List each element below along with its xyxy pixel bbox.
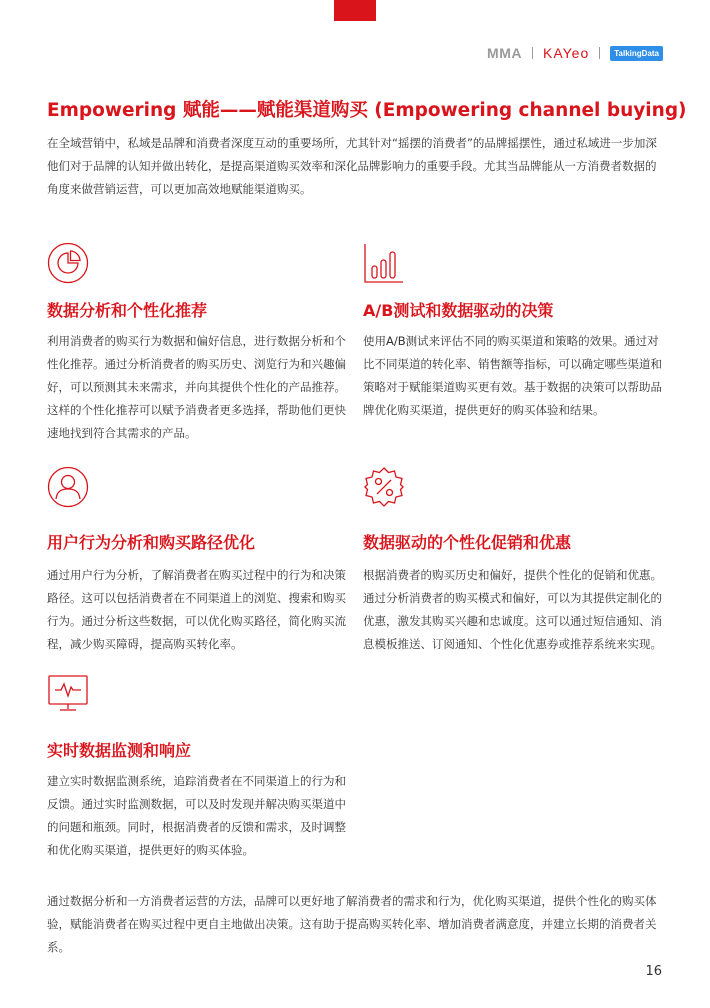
monitor-pulse-icon [47,672,89,714]
section-body-monitoring: 建立实时数据监测系统，追踪消费者在不同渠道上的行为和反馈。通过实时监测数据，可以及时发现并解决购买渠道中的问题和瓶颈。同时，根据消费者的反馈和需求，及时调整和优化购买渠道，提供更好的购买体验。 [47,774,346,857]
section-body-data-analysis: 利用消费者的购买行为数据和偏好信息，进行数据分析和个性化推荐。通过分析消费者的购买历史、浏览行为和兴趣偏好，可以预测其未来需求，并向其提供个性化的产品推荐。这样的个性化推荐可以赋予消费者更多选择，帮助他们更快速地找到符合其需求的产品。 [47,334,346,440]
logo-divider [599,47,600,59]
section-body-user-behavior: 通过用户行为分析，了解消费者在购买过程中的行为和决策路径。这可以包括消费者在不同渠道上的浏览、搜索和购买行为。通过分析这些数据，可以优化购买路径，简化购买流程，减少购买障碍，提高购买转化率。 [47,568,346,651]
pie-chart-icon [47,242,89,284]
section-title-monitoring: 实时数据监测和响应 [47,741,192,760]
mma-logo: MMA [487,45,522,61]
intro-paragraph: 在全域营销中，私域是品牌和消费者深度互动的重要场所，尤其针对“摇摆的消费者”的品牌摇摆性，通过私域进一步加深他们对于品牌的认知并做出转化，是提高渠道购买效率和深化品牌影响力的重要手段。尤其当品牌能从一方消费者数据的角度来做营销运营，可以更加高效地赋能渠道购买。 [47,136,657,196]
section-body-promotions: 根据消费者的购买历史和偏好，提供个性化的促销和优惠。通过分析消费者的购买模式和偏好，可以为其提供定制化的优惠，激发其购买兴趣和忠诚度。这可以通过短信通知、消息模板推送、订阅通知、个性化优惠券或推荐系统来实现。 [363,568,662,651]
page-number: 16 [645,964,662,979]
partner-logos [487,45,663,61]
bar-chart-icon [363,242,405,284]
user-icon [47,466,89,508]
section-body-ab-testing: 使用A/B测试来评估不同的购买渠道和策略的效果。通过对比不同渠道的转化率、销售额等指标，可以确定哪些渠道和策略对于赋能渠道购买更有效。基于数据的决策可以帮助品牌优化购买渠道，提供更好的购买体验和结果。 [363,334,662,417]
logo-divider [532,47,533,59]
page-title: Empowering 赋能——赋能渠道购买 (Empowering channel buying) [47,100,687,121]
kayeo-logo: KAYeo [542,45,590,61]
section-title-ab-testing: A/B测试和数据驱动的决策 [363,301,554,320]
closing-paragraph: 通过数据分析和一方消费者运营的方法，品牌可以更好地了解消费者的需求和行为，优化购买渠道，提供个性化的购买体验，赋能消费者在购买过程中更自主地做出决策。这有助于提高购买转化率、增加消费者满意度，并建立长期的消费者关系。 [47,894,657,954]
talkingdata-logo: TalkingData [610,46,663,61]
discount-icon [363,466,405,508]
top-tab-marker [334,0,376,21]
section-title-data-analysis: 数据分析和个性化推荐 [47,301,208,320]
section-title-promotions: 数据驱动的个性化促销和优惠 [363,533,572,552]
section-title-user-behavior: 用户行为分析和购买路径优化 [47,533,256,552]
